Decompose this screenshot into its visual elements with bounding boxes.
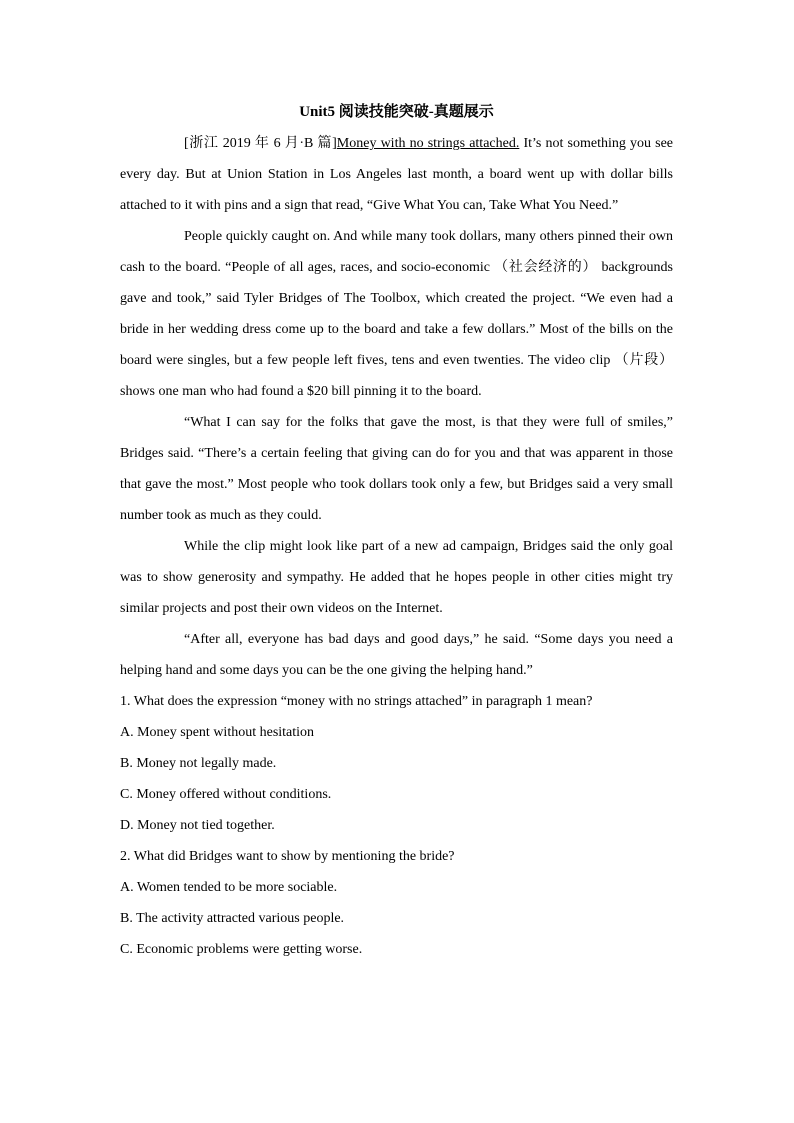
answer-option: B. Money not legally made. bbox=[120, 756, 277, 771]
answer-option: A. Women tended to be more sociable. bbox=[120, 880, 338, 895]
answer-option: B. The activity attracted various people. bbox=[120, 911, 345, 926]
question-1 bbox=[120, 686, 673, 841]
answer-option: D. Money not tied together. bbox=[120, 818, 275, 833]
question-stem: 1. What does the expression “money with no strings attached” in paragraph 1 mean? bbox=[120, 694, 593, 709]
answer-option: A. Money spent without hesitation bbox=[120, 725, 315, 740]
passage-headline: Money with no strings attached. bbox=[336, 136, 520, 151]
paragraph-1-text: It’s not something you see every day. But at Union Station in Los Angeles last month, a board went up with dollar bills attached to it with pins and a sign that read, “Give What You can, Take What You Need.” bbox=[120, 136, 673, 213]
passage-paragraph-5: “After all, everyone has bad days and good days,” he said. “Some days you need a helping hand and some days you can be the one giving the helping hand.” bbox=[120, 632, 673, 678]
passage-source: [浙江 2019 年 6 月·B 篇] bbox=[184, 136, 337, 151]
passage-paragraph-3: “What I can say for the folks that gave the most, is that they were full of smiles,” Bridges said. “There’s a certain feeling that giving can do for you and that was apparent in those that gave the most.” Most people who took dollars took only a few, but Bridges said a very small number took as much as they could. bbox=[120, 415, 673, 523]
page-title: Unit5 阅读技能突破-真题展示 bbox=[299, 104, 494, 120]
question-stem: 2. What did Bridges want to show by mentioning the bride? bbox=[120, 849, 455, 864]
answer-option: C. Economic problems were getting worse. bbox=[120, 942, 363, 957]
answer-option: C. Money offered without conditions. bbox=[120, 787, 332, 802]
document-page bbox=[120, 98, 673, 965]
question-2 bbox=[120, 841, 673, 965]
passage-paragraph-1 bbox=[120, 128, 673, 221]
passage-paragraph-4: While the clip might look like part of a new ad campaign, Bridges said the only goal was to show generosity and sympathy. He added that he hopes people in other cities might try similar projects and post their own videos on the Internet. bbox=[120, 539, 673, 616]
passage-paragraph-2: People quickly caught on. And while many took dollars, many others pinned their own cash to the board. “People of all ages, races, and socio-economic （社会经济的） backgrounds gave and took,” said Tyler Bridges of The Toolbox, which created the project. “We even had a bride in her wedding dress come up to the board and take a few dollars.” Most of the bills on the board were singles, but a few people left fives, tens and even twenties. The video clip （片段） shows one man who had found a $20 bill pinning it to the board. bbox=[120, 229, 673, 399]
